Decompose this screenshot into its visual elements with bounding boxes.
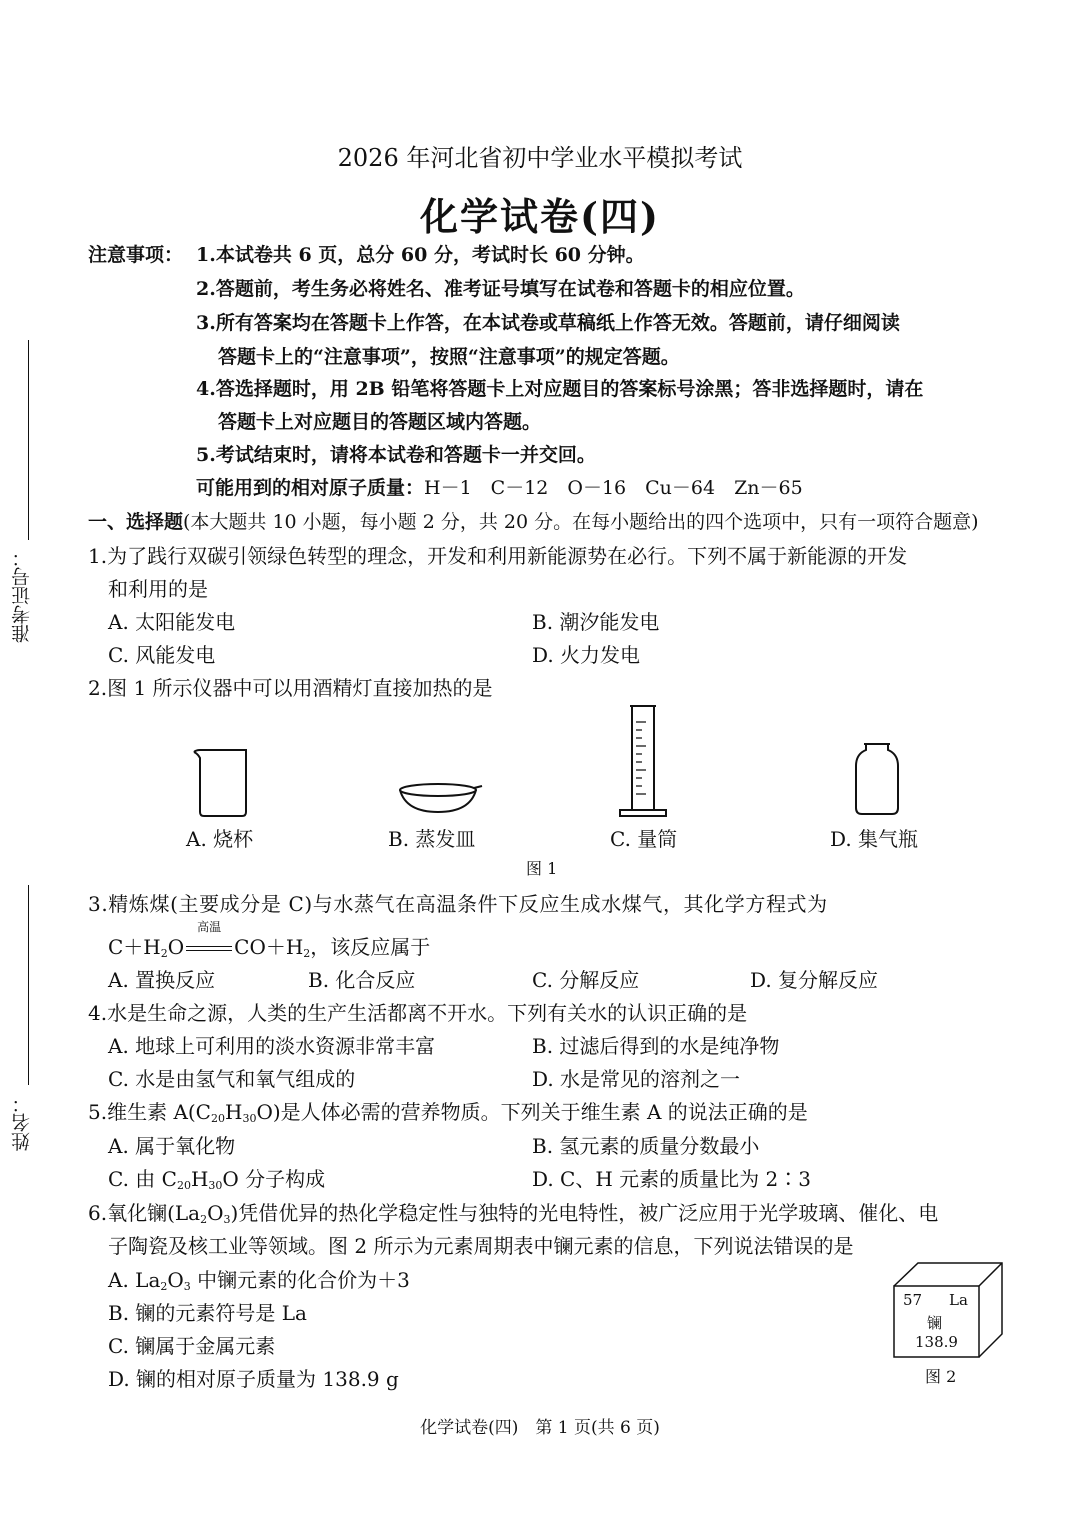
q3-option-b: B. 化合反应 [308,968,416,992]
q5-text: H [225,1100,243,1124]
figure-2-caption: 图 2 [925,1367,957,1386]
section-title: 一、选择题 [88,511,184,533]
q2-option-c: C. 量筒 [610,827,678,851]
gas-bottle-icon [856,744,898,814]
q3-option-c: C. 分解反应 [532,968,640,992]
note-item: 3.所有答案均在答题卡上作答，在本试卷或草稿纸上作答无效。答题前，请仔细阅读 [196,312,900,334]
name-label: 姓名： [11,1094,33,1151]
q1-option-d: D. 火力发电 [532,643,641,667]
question-3-stem: 3.精炼煤(主要成分是 C)与水蒸气在高温条件下反应生成水煤气，其化学方程式为 [88,892,828,916]
atomic-mass-label: 可能用到的相对原子质量： [196,477,425,499]
q1-option-a: A. 太阳能发电 [108,610,236,634]
q5c-text: C. 由 C [108,1167,177,1191]
atomic-mass: 138.9 [915,1333,958,1351]
q3-option-a: A. 置换反应 [108,968,216,992]
q6a-sub: 2 [160,1280,168,1293]
element-cell-figure [893,1262,1003,1358]
q6-option-c: C. 镧属于金属元素 [108,1334,276,1358]
q1-option-c: C. 风能发电 [108,643,216,667]
q5c-text: O 分子构成 [222,1167,326,1191]
q6-text: 6.氧化镧(La [88,1201,201,1225]
section-heading [88,507,979,534]
q5-text: O)是人体必需的营养物质。下列关于维生素 A 的说法正确的是 [256,1100,808,1124]
atomic-mass-values: H－1 C－12 O－16 Cu－64 Zn－65 [424,477,803,499]
q4-option-b: B. 过滤后得到的水是纯净物 [532,1034,780,1058]
note-item: 答题卡上的“注意事项”，按照“注意事项”的规定答题。 [218,346,680,368]
paper-subject-title: 化学试卷(四) [420,194,660,239]
atomic-number: 57 [903,1291,923,1309]
q5c-sub: 30 [208,1179,223,1192]
q4-option-d: D. 水是常见的溶剂之一 [532,1067,741,1091]
exam-title: 2026 年河北省初中学业水平模拟考试 [337,144,743,172]
question-2-stem: 2.图 1 所示仪器中可以用酒精灯直接加热的是 [88,676,493,700]
q5-option-a: A. 属于氧化物 [108,1134,236,1158]
reaction-condition [184,920,234,959]
figure-1-caption: 图 1 [526,859,558,878]
question-1-stem: 1.为了践行双碳引领绿色转型的理念，开发和利用新能源势在必行。下列不属于新能源的开发 [88,544,908,568]
q5-option-d: D. C、H 元素的质量比为 2∶3 [532,1167,811,1191]
q5-option-b: B. 氢元素的质量分数最小 [532,1134,760,1158]
q5-sub: 30 [242,1112,257,1125]
note-item: 5.考试结束时，请将本试卷和答题卡一并交回。 [196,444,596,466]
question-1-stem-cont: 和利用的是 [108,577,208,601]
q5-text: 5.维生素 A(C [88,1100,211,1124]
notes-label: 注意事项： [88,244,184,266]
element-name: 镧 [927,1314,943,1332]
eq-products: CO＋H [234,935,304,959]
question-5-stem [88,1096,808,1125]
eq-subscript: 2 [160,947,168,960]
q6-sub: 3 [223,1213,231,1226]
eq-tail: ，该反应属于 [310,935,431,959]
q2-option-d: D. 集气瓶 [830,827,919,851]
atomic-mass-line [196,473,803,500]
q5c-sub: 20 [176,1179,191,1192]
evaporating-dish-icon [400,784,482,812]
q6-option-b: B. 镧的元素符号是 La [108,1301,307,1325]
exam-number-line [28,340,29,540]
eq-reactants: C＋H [108,935,161,959]
q5c-text: H [190,1167,209,1191]
q4-option-c: C. 水是由氢气和氧气组成的 [108,1067,356,1091]
q6-option-a [108,1264,410,1293]
exam-number-label: 准考证号： [11,548,33,643]
condition-text: 高温 [197,920,222,934]
q2-option-a: A. 烧杯 [186,827,254,851]
q6-sub: 2 [200,1213,208,1226]
q1-option-b: B. 潮汐能发电 [532,610,660,634]
eq-subscript: 2 [303,947,311,960]
q6-text: O [207,1201,224,1225]
q3-option-d: D. 复分解反应 [750,968,879,992]
question-4-stem: 4.水是生命之源，人类的生产生活都离不开水。下列有关水的认识正确的是 [88,1001,748,1025]
q6-option-d: D. 镧的相对原子质量为 138.9 g [108,1367,399,1391]
q6a-text: A. La [108,1268,161,1292]
element-symbol: La [949,1291,968,1309]
q6a-text: 中镧元素的化合价为＋3 [190,1268,410,1292]
note-item: 答题卡上对应题目的答题区域内答题。 [218,411,542,433]
page-footer: 化学试卷(四) 第 1 页(共 6 页) [420,1418,660,1438]
q4-option-a: A. 地球上可利用的淡水资源非常丰富 [108,1034,436,1058]
note-item: 2.答题前，考生务必将姓名、准考证号填写在试卷和答题卡的相应位置。 [196,278,805,300]
q6a-text: O [167,1268,184,1292]
eq-oxygen: O [167,935,185,959]
note-item: 1.本试卷共 6 页，总分 60 分，考试时长 60 分钟。 [196,244,645,266]
q5-option-c [108,1163,325,1192]
q6a-sub: 3 [183,1280,191,1293]
question-3-equation [108,920,431,960]
note-item: 4.答选择题时，用 2B 铅笔将答题卡上对应题目的答案标号涂黑；答非选择题时，请在 [196,378,924,400]
figure-1-apparatus [180,700,920,820]
q5-sub: 20 [211,1112,225,1125]
question-6-stem [88,1197,938,1226]
name-line [28,885,29,1085]
q6-text: )凭借优异的热化学稳定性与独特的光电特性，被广泛应用于光学玻璃、催化、电 [230,1201,939,1225]
q2-option-b: B. 蒸发皿 [388,827,476,851]
beaker-icon [194,750,246,816]
section-description: (本大题共 10 小题，每小题 2 分，共 20 分。在每小题给出的四个选项中，只有一项符合题意) [183,511,979,533]
graduated-cylinder-icon [620,706,666,816]
question-6-stem-cont: 子陶瓷及核工业等领域。图 2 所示为元素周期表中镧元素的信息，下列说法错误的是 [108,1234,854,1258]
